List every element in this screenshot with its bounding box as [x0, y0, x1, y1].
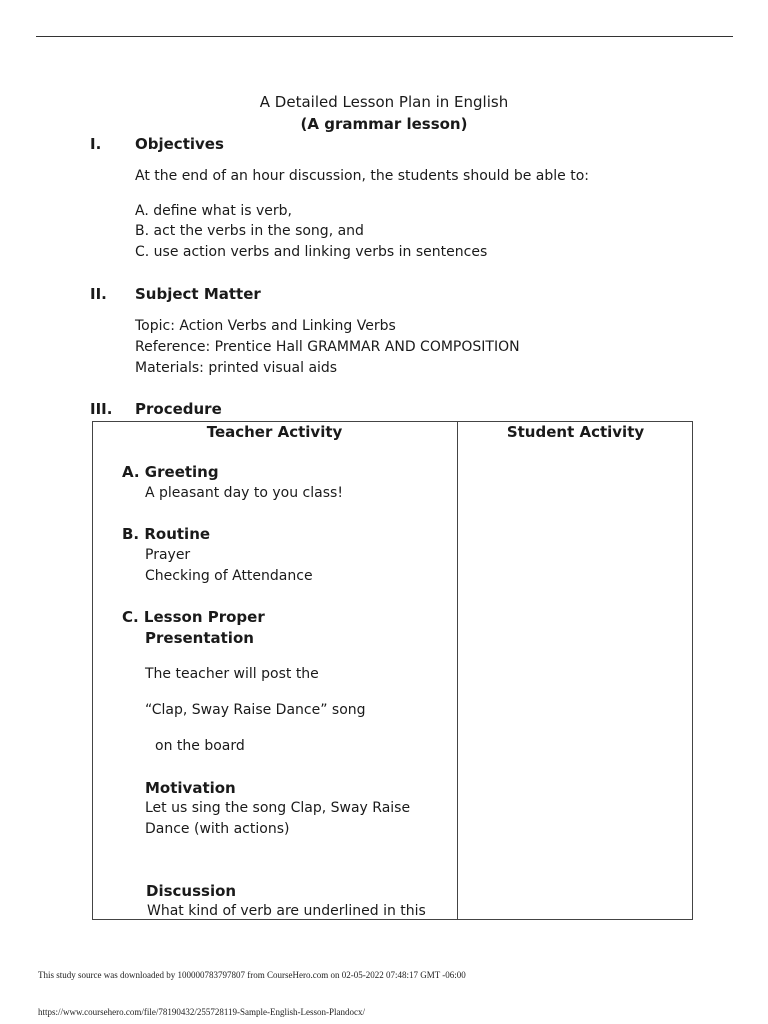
document-title: A Detailed Lesson Plan in English	[259, 93, 509, 111]
routine-item: Prayer	[145, 547, 191, 563]
section-heading-objectives: Objectives	[135, 135, 224, 153]
objective-item: C. use action verbs and linking verbs in sentences	[135, 244, 488, 260]
motivation-heading: Motivation	[145, 779, 236, 797]
discussion-heading: Discussion	[146, 882, 237, 900]
header-rule	[36, 36, 733, 37]
greeting-text: A pleasant day to you class!	[145, 485, 343, 501]
section-numeral-procedure: III.	[90, 400, 113, 418]
routine-item: Checking of Attendance	[145, 568, 313, 584]
subject-reference: Reference: Prentice Hall GRAMMAR AND COMPOSITION	[135, 339, 520, 355]
section-numeral-subject-matter: II.	[90, 285, 107, 303]
subject-topic: Topic: Action Verbs and Linking Verbs	[135, 318, 396, 334]
section-heading-procedure: Procedure	[135, 400, 222, 418]
objective-item: B. act the verbs in the song, and	[135, 223, 364, 239]
section-heading-subject-matter: Subject Matter	[135, 285, 261, 303]
column-header-student: Student Activity	[506, 423, 645, 441]
lesson-proper-heading: C. Lesson Proper	[122, 608, 265, 626]
column-header-teacher: Teacher Activity	[206, 423, 343, 441]
section-numeral-objectives: I.	[90, 135, 102, 153]
objectives-intro: At the end of an hour discussion, the students should be able to:	[135, 168, 590, 184]
presentation-heading: Presentation	[145, 629, 254, 647]
routine-heading: B. Routine	[122, 525, 211, 543]
download-notice: This study source was downloaded by 100000783797807 from CourseHero.com on 02-05-2022 07:48:17 GMT -06:00	[38, 970, 466, 980]
motivation-line: Let us sing the song Clap, Sway Raise	[145, 800, 411, 816]
document-subtitle: (A grammar lesson)	[300, 115, 468, 133]
subject-materials: Materials: printed visual aids	[135, 360, 338, 376]
presentation-line: The teacher will post the	[145, 666, 319, 682]
presentation-line: “Clap, Sway Raise Dance” song	[145, 702, 366, 718]
source-url-link[interactable]: https://www.coursehero.com/file/78190432/255728119-Sample-English-Lesson-Plandocx/	[38, 1007, 366, 1017]
greeting-heading: A. Greeting	[122, 463, 219, 481]
discussion-line: What kind of verb are underlined in this	[147, 903, 426, 919]
objective-item: A. define what is verb,	[135, 203, 292, 219]
motivation-line: Dance (with actions)	[145, 821, 290, 837]
table-column-divider	[457, 421, 458, 920]
presentation-line: on the board	[155, 738, 245, 754]
